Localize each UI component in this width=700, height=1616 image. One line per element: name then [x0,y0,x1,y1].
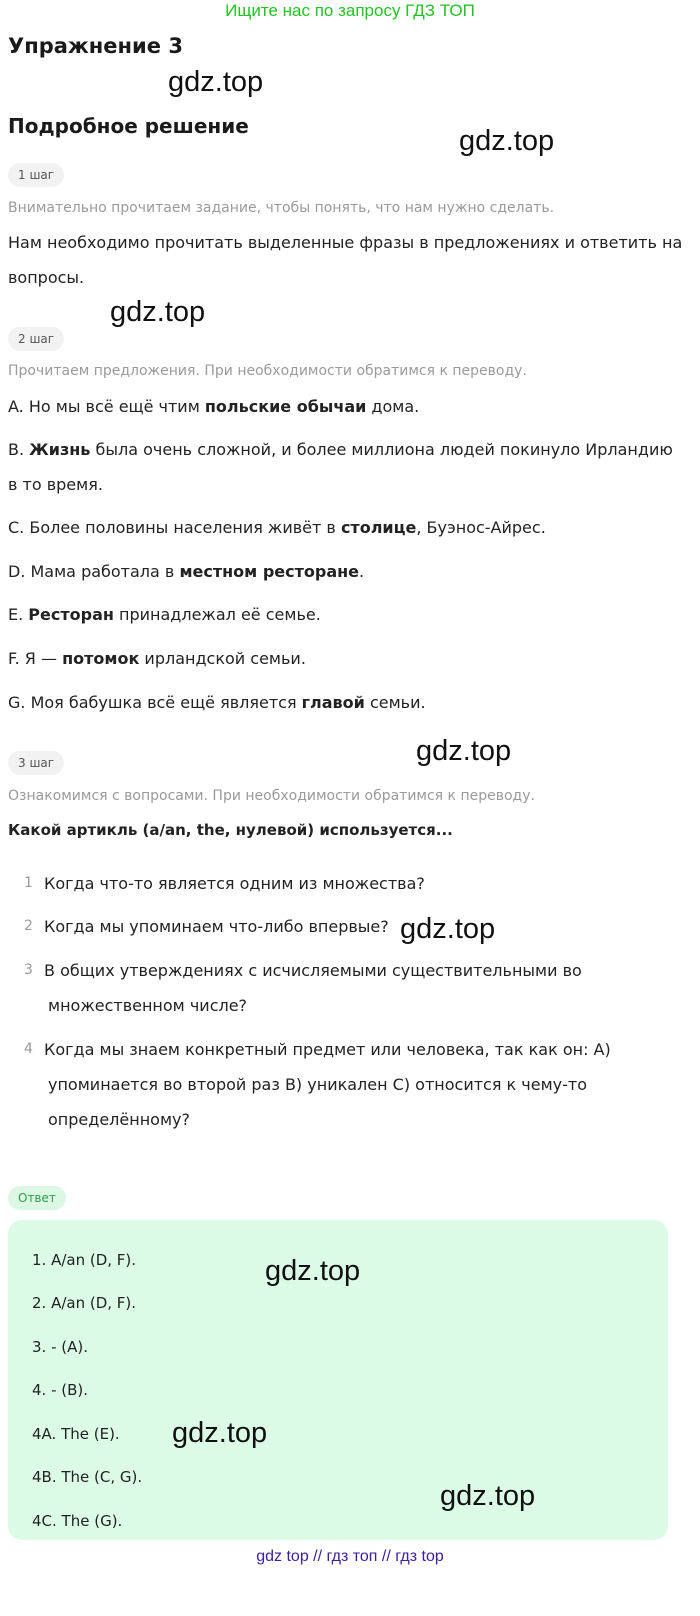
sentence-text: A. Но мы всё ещё чтим [8,397,205,416]
sentence-a [8,389,684,424]
answer-item: 2. A/an (D, F). [32,1294,137,1312]
question-1: Когда что-то является одним из множества? [44,874,425,893]
watermark: gdz.top [400,913,496,945]
step-3-hint: Ознакомимся с вопросами. При необходимости обратимся к переводу. [8,788,535,804]
highlighted-phrase: столице [340,518,417,537]
question-title: Какой артикль (a/an, the, нулевой) используется... [8,821,453,839]
question-number: 1 [24,875,33,891]
question-4-line: Когда мы знаем конкретный предмет или человека, так как он: A) [44,1040,611,1059]
sentence-b [8,432,684,502]
step-1-text: Нам необходимо прочитать выделенные фразы в предложениях и ответить на вопросы. [8,233,683,287]
sentence-text: принадлежал её семье. [113,605,321,624]
question-3-line: множественном числе? [48,996,248,1015]
answer-item: 3. - (A). [32,1338,88,1356]
sentence-g [8,685,684,720]
sentence-text: E. [8,605,29,624]
question-number: 4 [24,1041,33,1057]
watermark: gdz.top [172,1417,268,1449]
sentence-f [8,641,684,676]
footer-separator: // [313,1548,323,1565]
footer-link[interactable]: gdz top [256,1548,309,1565]
step-badge-2: 2 шаг [8,327,64,351]
sentence-text: дома. [366,397,420,416]
question-number: 2 [24,918,33,934]
highlighted-phrase: потомок [62,649,140,668]
sentence-text: семьи. [364,693,426,712]
footer-separator: // [381,1548,391,1565]
question-3 [44,953,674,1023]
question-2: Когда мы упоминаем что-либо впервые? [44,917,389,936]
exercise-title: Упражнение 3 [8,34,183,58]
step-badge-1: 1 шаг [8,163,64,187]
sentence-text: G. Моя бабушка всё ещё является [8,693,302,712]
question-3-line: В общих утверждениях с исчисляемыми существительными во [44,961,582,980]
sentence-text: . [359,562,365,581]
sentence-text: F. Я — [8,649,63,668]
watermark: gdz.top [440,1480,536,1512]
sentence-c [8,510,684,545]
answer-item: 4C. The (G). [32,1512,123,1530]
watermark: gdz.top [168,66,264,98]
highlighted-phrase: Жизнь [29,440,91,459]
sentence-text: D. Мама работала в [8,562,180,581]
footer-link[interactable]: гдз top [395,1548,444,1565]
step-badge-3: 3 шаг [8,751,64,775]
answer-item: 1. A/an (D, F). [32,1251,137,1269]
sentence-text: C. Более половины населения живёт в [8,518,341,537]
solution-heading: Подробное решение [8,114,249,138]
sentence-d [8,554,684,589]
highlighted-phrase: польские обычаи [204,397,367,416]
search-banner[interactable]: Ищите нас по запросу ГДЗ ТОП [225,1,475,20]
question-4-line: определённому? [48,1110,190,1129]
watermark: gdz.top [416,735,512,767]
answer-item: 4B. The (C, G). [32,1468,143,1486]
sentence-text: была очень сложной, и более миллиона людей покинуло Ирландию в то время. [8,440,673,494]
highlighted-phrase: местном ресторане [179,562,360,581]
question-4-line: упоминается во второй раз B) уникален C) относится к чему-то [48,1075,588,1094]
answer-item: 4A. The (E). [32,1425,120,1443]
watermark: gdz.top [110,296,206,328]
sentence-text: , Буэнос-Айрес. [416,518,546,537]
highlighted-phrase: главой [301,693,365,712]
question-4 [44,1032,674,1137]
step-2-hint: Прочитаем предложения. При необходимости обратимся к переводу. [8,363,527,379]
sentence-text: ирландской семьи. [139,649,306,668]
watermark: gdz.top [265,1255,361,1287]
step-1-hint: Внимательно прочитаем задание, чтобы понять, что нам нужно сделать. [8,200,555,216]
footer-link[interactable]: гдз топ [326,1548,378,1565]
question-number: 3 [24,962,33,978]
highlighted-phrase: Ресторан [28,605,114,624]
watermark: gdz.top [459,125,555,157]
sentence-text: B. [8,440,30,459]
answer-badge: Ответ [8,1186,66,1210]
footer-links [0,1545,700,1569]
sentence-e [8,597,684,632]
answer-item: 4. - (B). [32,1381,89,1399]
